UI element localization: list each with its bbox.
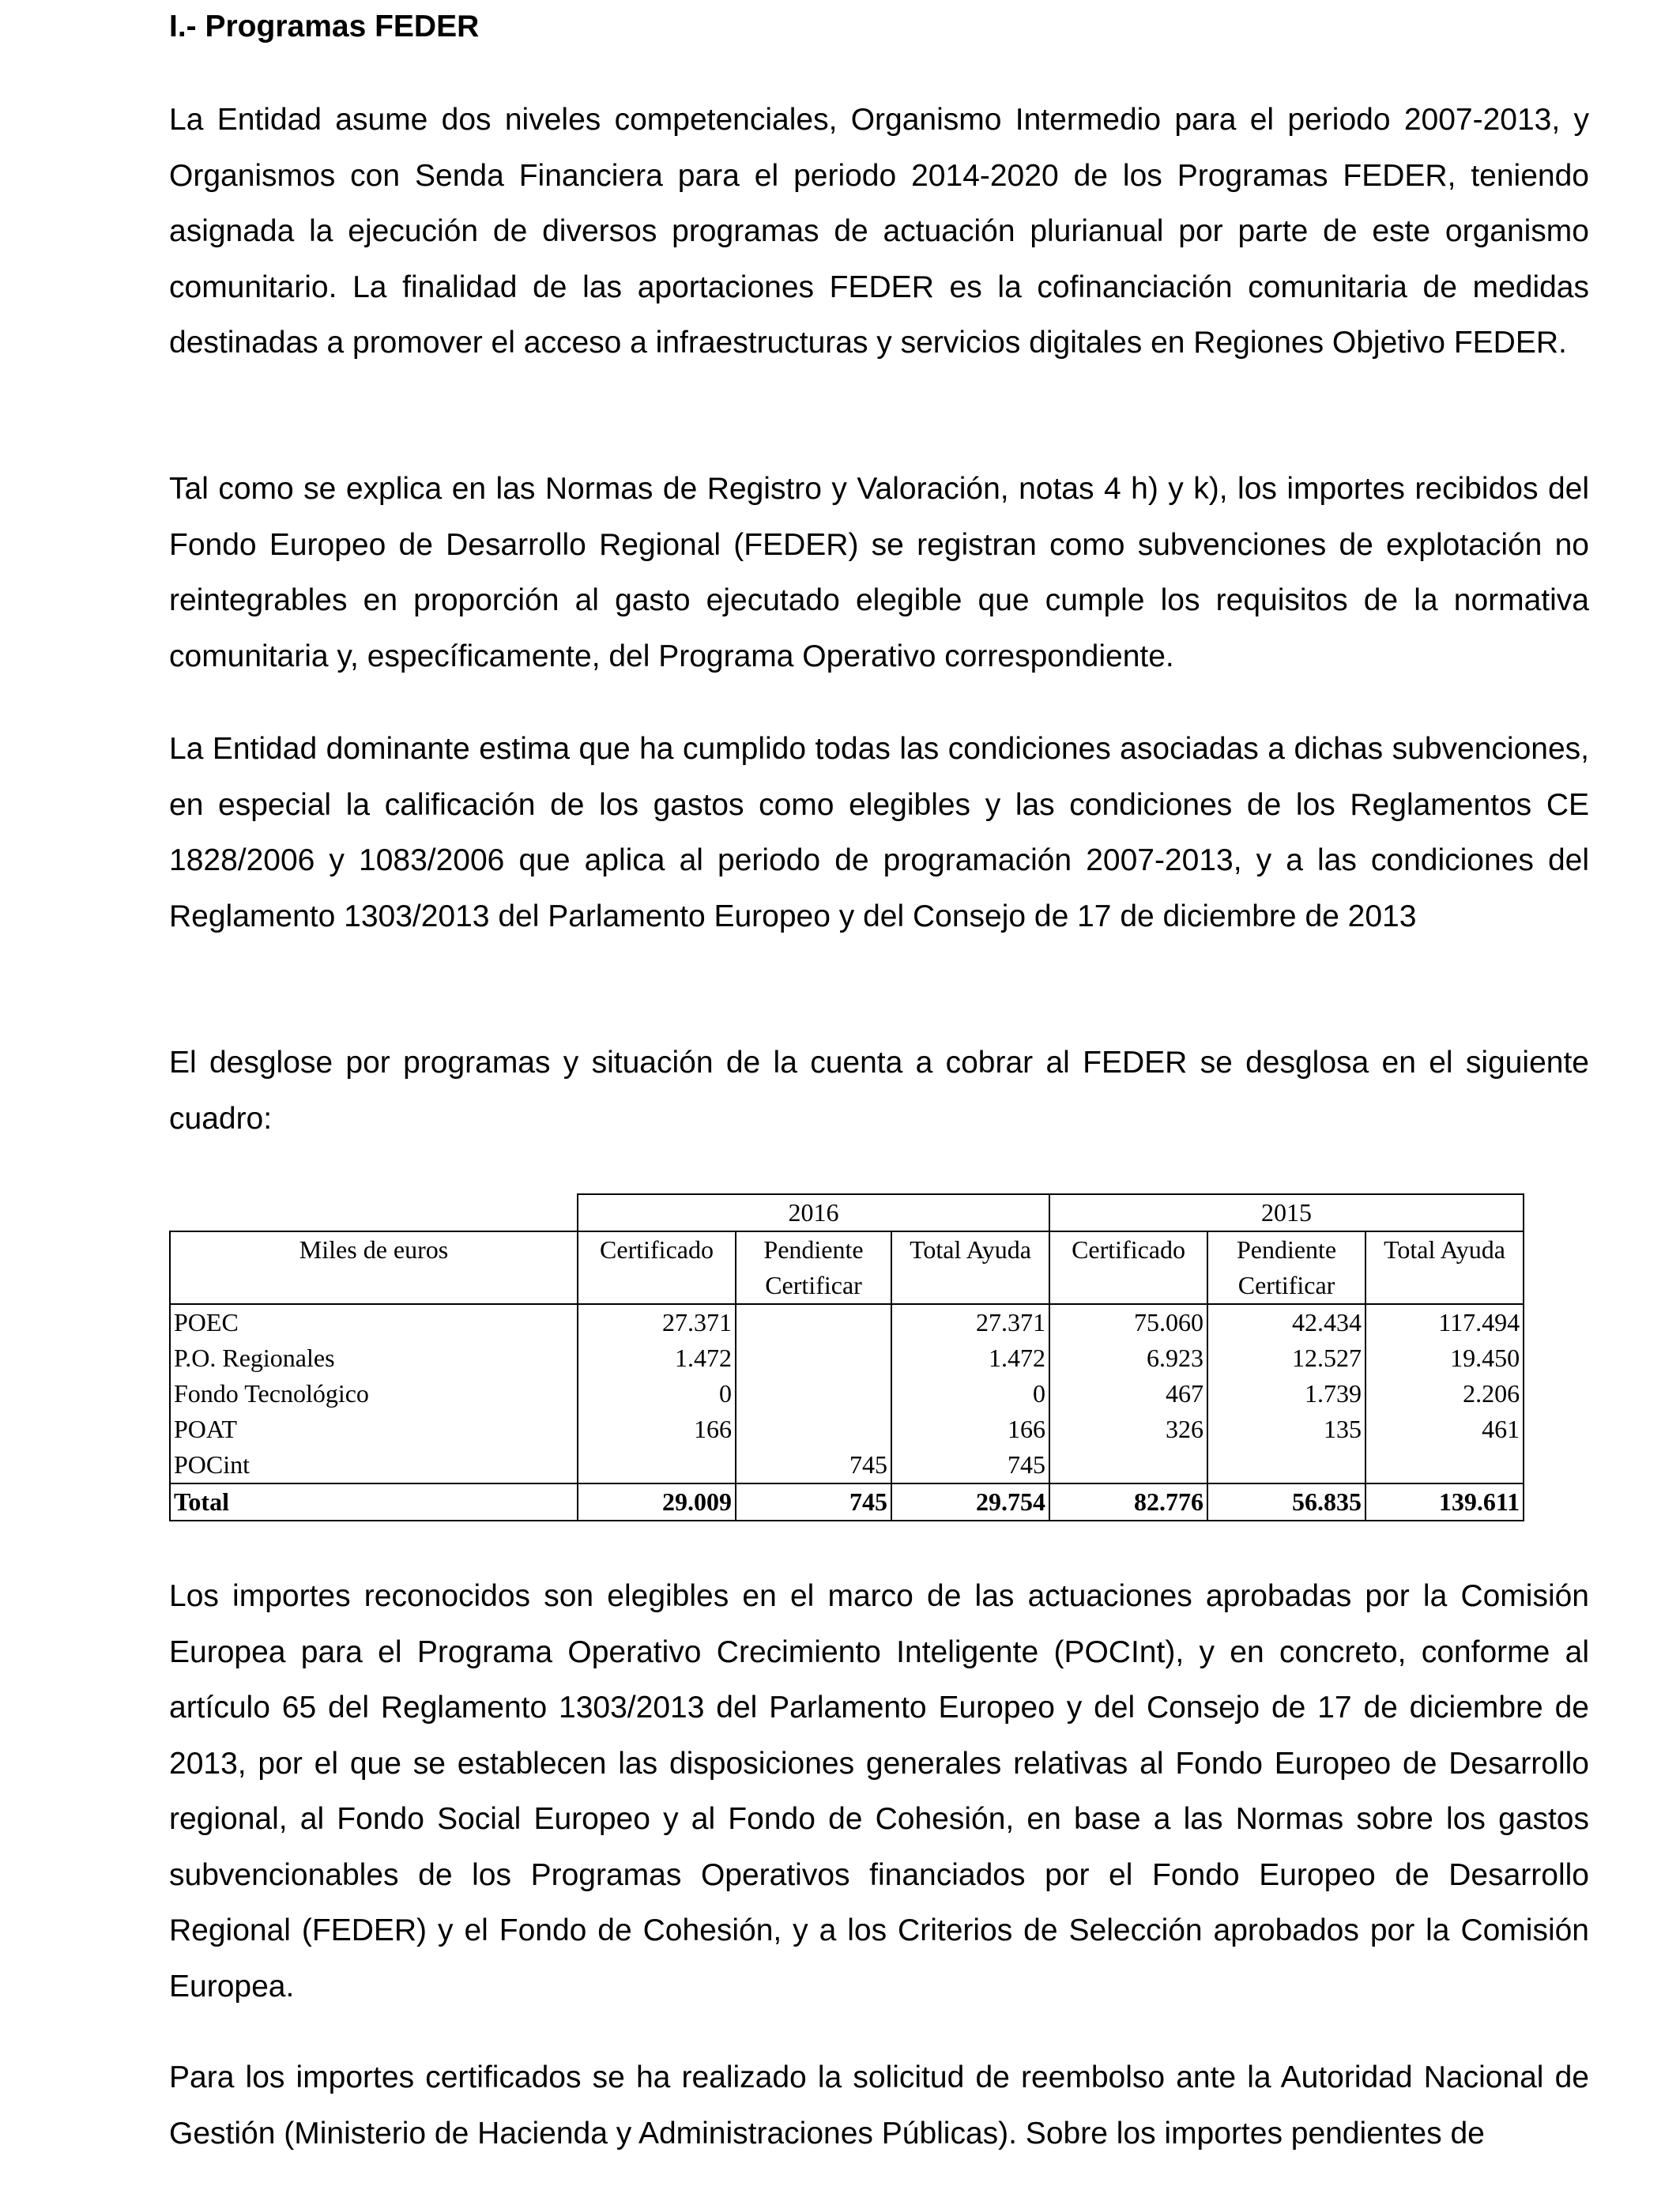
paragraph-importes-certificados: Para los importes certificados se ha realizado la solicitud de reembolso ante la Autoridad Nacional de Gestión (Ministerio de Hacienda y Administraciones Públicas). Sobre los importes pendientes de xyxy=(169,2060,1589,2151)
paragraph-importes-reconocidos: Los importes reconocidos son elegibles en el marco de las actuaciones aprobadas por la Comisión Europea para el Programa Operativo Crecimiento Inteligente (POCInt), y en concreto, conforme al artículo 65 del Reglamento 1303/2013 del Parlamento Europeo y del Consejo de 17 de diciembre de 2013, por el que se establecen las disposiciones generales relativas al Fondo Europeo de Desarrollo regional, al Fondo Social Europeo y al Fondo de Cohesión, en base a las Normas sobre los gastos subvencionables de los Programas Operativos financiados por el Fondo Europeo de Desarrollo Regional (FEDER) y el Fondo de Cohesión, y a los Criterios de Selección aprobados por la Comisión Europea. xyxy=(169,1579,1589,2004)
col-header-pendiente-line1: Pendiente xyxy=(763,1235,864,1264)
col-header-pendiente-2016 xyxy=(736,1231,891,1304)
cell-value: 166 xyxy=(891,1412,1049,1447)
cell-value: 12.527 xyxy=(1207,1340,1365,1376)
paragraph-normas-registro: Tal como se explica en las Normas de Registro y Valoración, notas 4 h) y k), los importes recibidos del Fondo Europeo de Desarrollo Regional (FEDER) se registran como subvenciones de explotación no reintegrables en proporción al gasto ejecutado elegible que cumple los requisitos de la normativa comunitaria y, específicamente, del Programa Operativo correspondiente. xyxy=(169,472,1589,673)
row-label: POEC xyxy=(170,1304,578,1340)
table-column-header-row xyxy=(170,1231,1524,1304)
cell-value: 467 xyxy=(1049,1376,1207,1412)
col-header-certificado-2015: Certificado xyxy=(1049,1231,1207,1304)
cell-value: 461 xyxy=(1365,1412,1524,1447)
table-total-row xyxy=(170,1483,1524,1521)
cell-value xyxy=(578,1447,736,1483)
col-header-pendiente-line1: Pendiente xyxy=(1236,1235,1337,1264)
cell-value: 2.206 xyxy=(1365,1376,1524,1412)
row-label: P.O. Regionales xyxy=(170,1340,578,1376)
cell-value: 117.494 xyxy=(1365,1304,1524,1340)
unit-label xyxy=(170,1231,578,1304)
cell-value: 42.434 xyxy=(1207,1304,1365,1340)
row-label: POCint xyxy=(170,1447,578,1483)
year-header-2016: 2016 xyxy=(578,1194,1049,1231)
cell-value: 745 xyxy=(891,1447,1049,1483)
cell-value: 1.472 xyxy=(578,1340,736,1376)
col-header-total-2016: Total Ayuda xyxy=(891,1231,1049,1304)
table-row xyxy=(170,1376,1524,1412)
total-value: 56.835 xyxy=(1207,1483,1365,1521)
cell-value: 326 xyxy=(1049,1412,1207,1447)
cell-value: 27.371 xyxy=(891,1304,1049,1340)
paragraph-organismo: La Entidad asume dos niveles competenciales, Organismo Intermedio para el periodo 2007-2013, y Organismos con Senda Financiera para el periodo 2014-2020 de los Programas FEDER, teniendo asignada la ejecución de diversos programas de actuación plurianual por parte de este organismo comunitario. La finalidad de las aportaciones FEDER es la cofinanciación comunitaria de medidas destinadas a promover el acceso a infraestructuras y servicios digitales en Regiones Objetivo FEDER. xyxy=(169,103,1589,360)
col-header-certificado-2016: Certificado xyxy=(578,1231,736,1304)
feder-receivables-table xyxy=(169,1193,1524,1521)
cell-value: 27.371 xyxy=(578,1304,736,1340)
paragraph-desglose-intro: El desglose por programas y situación de la cuenta a cobrar al FEDER se desglosa en el siguiente cuadro: xyxy=(169,1046,1589,1136)
table-row xyxy=(170,1304,1524,1340)
cell-value: 745 xyxy=(736,1447,891,1483)
total-value: 745 xyxy=(736,1483,891,1521)
cell-value xyxy=(736,1376,891,1412)
row-label: Fondo Tecnológico xyxy=(170,1376,578,1412)
col-header-pendiente-line2: Certificar xyxy=(1237,1271,1335,1299)
feder-table-wrapper xyxy=(169,1193,1523,1521)
cell-value: 6.923 xyxy=(1049,1340,1207,1376)
cell-value: 75.060 xyxy=(1049,1304,1207,1340)
paragraph-condiciones: La Entidad dominante estima que ha cumplido todas las condiciones asociadas a dichas subvenciones, en especial la calificación de los gastos como elegibles y las condiciones de los Reglamentos CE 1828/2006 y 1083/2006 que aplica al periodo de programación 2007-2013, y a las condiciones del Reglamento 1303/2013 del Parlamento Europeo y del Consejo de 17 de diciembre de 2013 xyxy=(169,732,1589,933)
year-header-2015: 2015 xyxy=(1049,1194,1524,1231)
total-value: 139.611 xyxy=(1365,1483,1524,1521)
total-label: Total xyxy=(170,1483,578,1521)
row-label: POAT xyxy=(170,1412,578,1447)
col-header-pendiente-line2: Certificar xyxy=(765,1271,862,1299)
table-corner-blank xyxy=(170,1194,578,1231)
cell-value xyxy=(1207,1447,1365,1483)
cell-value xyxy=(736,1412,891,1447)
cell-value xyxy=(736,1304,891,1340)
col-header-pendiente-2015 xyxy=(1207,1231,1365,1304)
col-header-total-2015: Total Ayuda xyxy=(1365,1231,1524,1304)
table-row xyxy=(170,1412,1524,1447)
cell-value: 0 xyxy=(891,1376,1049,1412)
cell-value: 166 xyxy=(578,1412,736,1447)
cell-value xyxy=(1049,1447,1207,1483)
unit-label-text: Miles de euros xyxy=(299,1235,449,1264)
cell-value: 1.739 xyxy=(1207,1376,1365,1412)
total-value: 29.754 xyxy=(891,1483,1049,1521)
total-value: 82.776 xyxy=(1049,1483,1207,1521)
table-row xyxy=(170,1340,1524,1376)
section-heading: I.- Programas FEDER xyxy=(169,9,480,43)
cell-value: 1.472 xyxy=(891,1340,1049,1376)
cell-value: 135 xyxy=(1207,1412,1365,1447)
table-year-row xyxy=(170,1194,1524,1231)
total-value: 29.009 xyxy=(578,1483,736,1521)
cell-value xyxy=(736,1340,891,1376)
cell-value xyxy=(1365,1447,1524,1483)
table-row xyxy=(170,1447,1524,1483)
cell-value: 0 xyxy=(578,1376,736,1412)
cell-value: 19.450 xyxy=(1365,1340,1524,1376)
